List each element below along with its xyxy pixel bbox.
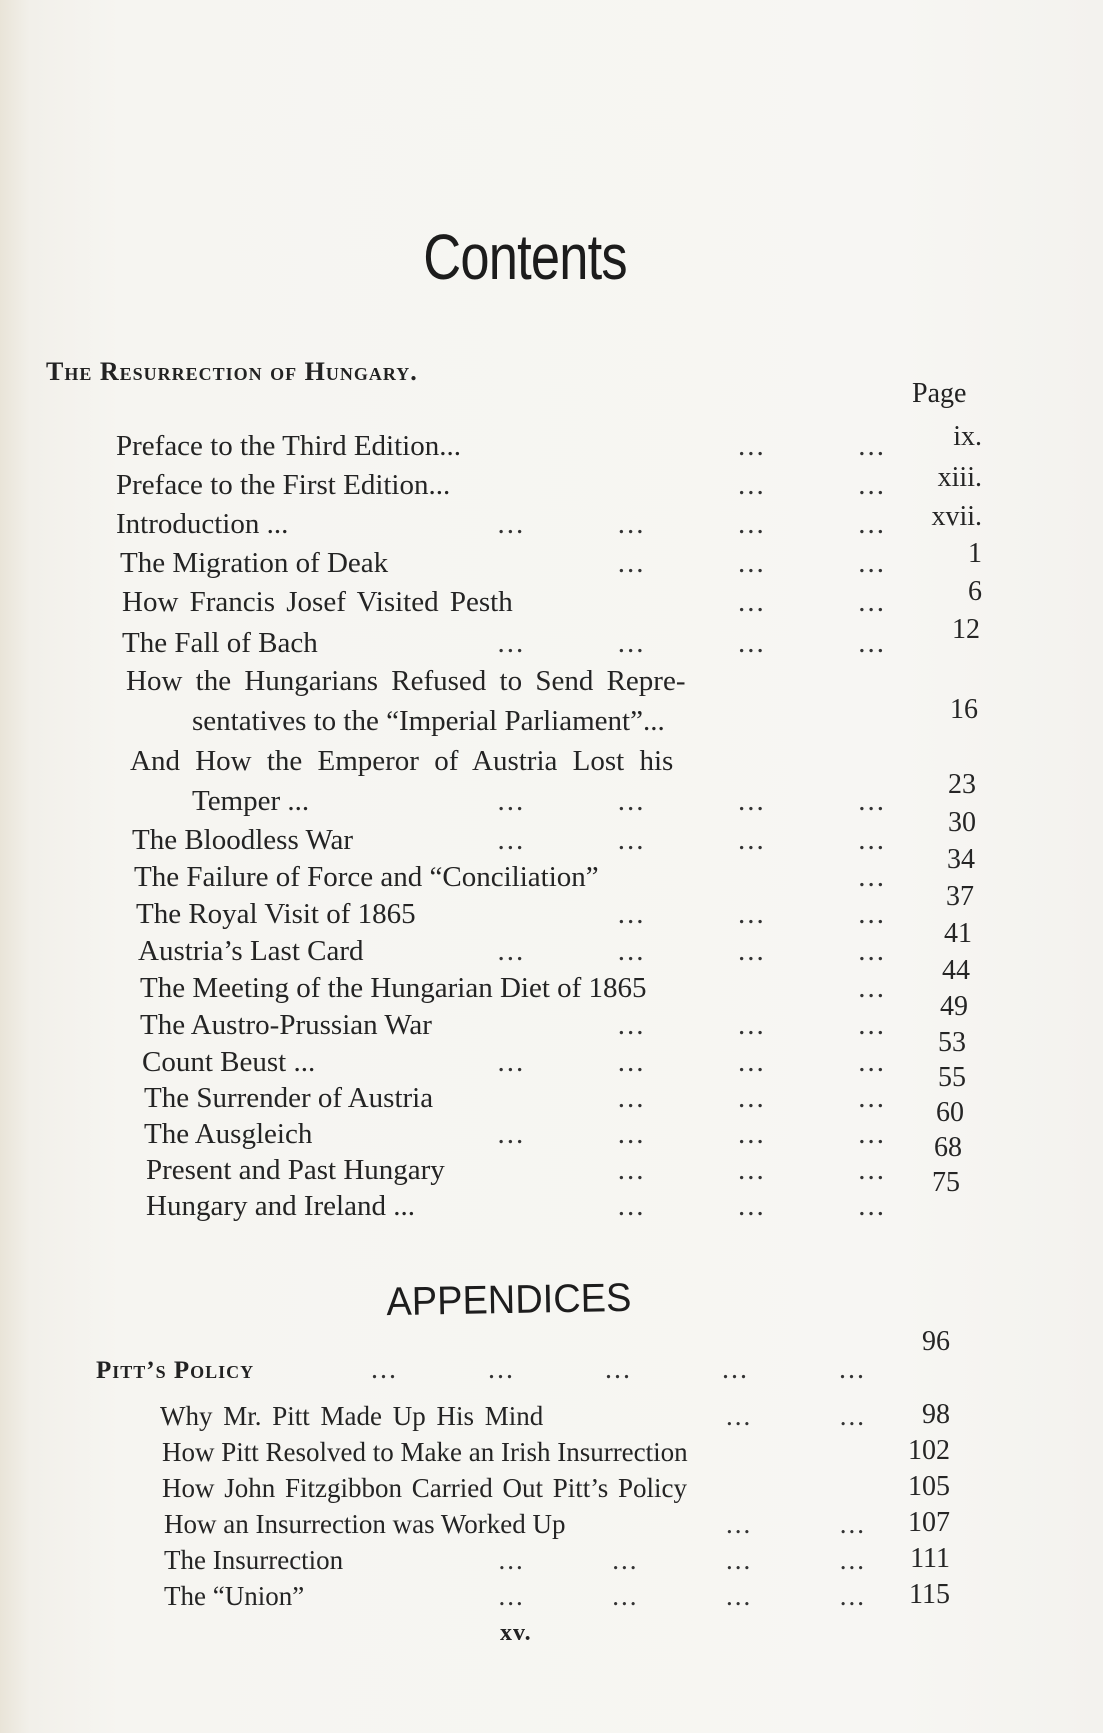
toc-entry	[116, 506, 886, 542]
appendix-entry	[164, 1580, 866, 1613]
toc-entry-leaders: ... ... ... ...	[498, 1545, 866, 1575]
toc-entry-leaders: ...	[858, 861, 886, 893]
appendix-entry-page: 105	[908, 1471, 950, 1502]
toc-entry-page: 41	[944, 918, 972, 949]
toc-entry	[126, 663, 886, 699]
toc-entry-title: The Failure of Force and “Conciliation”	[134, 861, 599, 893]
appendix-entry-title: How Pitt Resolved to Make an Irish Insurrection	[162, 1437, 688, 1467]
toc-entry-title: sentatives to the “Imperial Parliament”...	[192, 705, 665, 737]
toc-entry-page: 60	[936, 1097, 964, 1128]
page-folio-number: xv.	[500, 1620, 532, 1646]
toc-entry-page: 37	[946, 881, 974, 912]
appendices-heading: APPENDICES	[386, 1275, 632, 1325]
toc-entry-leaders: ... ...	[738, 469, 886, 501]
toc-entry-leaders: ... ... ...	[617, 1154, 886, 1186]
toc-entry	[116, 428, 886, 464]
toc-entry	[116, 467, 886, 503]
toc-entry-title: How the Hungarians Refused to Send Repre-	[126, 665, 686, 697]
toc-entry-leaders: ... ... ...	[617, 1190, 886, 1222]
toc-entry	[144, 1080, 886, 1116]
toc-entry-page: 23	[948, 769, 976, 800]
toc-entry-page: 34	[947, 844, 975, 875]
toc-entry-page: 12	[952, 614, 980, 645]
toc-entry-leaders: ... ... ... ...	[497, 785, 886, 817]
toc-entry	[132, 822, 886, 858]
toc-entry-title: The Surrender of Austria	[144, 1082, 434, 1114]
toc-entry-leaders: ... ... ... ...	[497, 508, 886, 540]
appendix-entry	[164, 1508, 866, 1541]
toc-entry-leaders: ... ... ... ...	[497, 627, 886, 659]
toc-entry	[142, 1044, 886, 1080]
appendix-entry-page: 115	[909, 1579, 950, 1610]
toc-entry-title: The Royal Visit of 1865	[136, 898, 416, 930]
toc-entry	[122, 625, 886, 661]
toc-entry-leaders: ... ...	[738, 586, 886, 618]
appendix-entry-title: How an Insurrection was Worked Up	[164, 1509, 566, 1539]
toc-entry-leaders: ... ... ... ... ...	[371, 1354, 866, 1385]
toc-entry-page: 1	[968, 538, 982, 569]
toc-entry-leaders: ... ... ...	[617, 1009, 886, 1041]
appendix-entry-page: 107	[908, 1507, 950, 1538]
toc-entry	[136, 896, 886, 932]
toc-entry	[192, 783, 886, 819]
toc-entry	[146, 1188, 886, 1224]
toc-entry-leaders: ... ... ...	[617, 898, 886, 930]
toc-entry-title: The Bloodless War	[132, 824, 354, 856]
toc-entry-page: 44	[942, 955, 970, 986]
toc-entry	[134, 859, 886, 895]
toc-entry-page: 49	[940, 991, 968, 1022]
toc-entry-title: The Fall of Bach	[122, 627, 318, 659]
toc-entry-page: 30	[948, 807, 976, 838]
toc-entry-title: The Ausgleich	[144, 1118, 313, 1150]
appendix-entry-title: How John Fitzgibbon Carried Out Pitt’s Policy	[162, 1473, 688, 1503]
appendix-entry	[162, 1472, 866, 1505]
appendix-entry-title: The Insurrection	[164, 1545, 344, 1575]
toc-entry	[146, 1152, 886, 1188]
toc-entry-title: Count Beust ...	[142, 1046, 316, 1078]
toc-entry-leaders: ... ...	[726, 1401, 866, 1431]
toc-entry-title: The Meeting of the Hungarian Diet of 1865	[140, 972, 647, 1004]
toc-entry-page: 6	[968, 576, 982, 607]
toc-entry-leaders: ... ...	[738, 430, 886, 462]
toc-entry	[140, 1007, 886, 1043]
toc-entry-leaders: ... ... ... ...	[498, 1581, 866, 1611]
toc-entry-page: 68	[934, 1132, 962, 1163]
toc-entry-title: The Migration of Deak	[120, 547, 389, 579]
toc-entry-title: Austria’s Last Card	[138, 935, 364, 967]
toc-entry-title: The Austro-Prussian War	[140, 1009, 432, 1041]
toc-entry	[192, 703, 886, 739]
appendix-entry-page: 102	[908, 1435, 950, 1466]
toc-entry	[144, 1116, 886, 1152]
section-heading: The Resurrection of Hungary.	[46, 357, 418, 386]
appendix-entry	[164, 1544, 866, 1577]
toc-entry-leaders: ...	[858, 972, 886, 1004]
appendix-entry-page: 111	[910, 1543, 950, 1574]
toc-entry-page: ix.	[953, 421, 982, 452]
toc-entry-title: Temper ...	[192, 785, 310, 817]
appendix-entry	[160, 1400, 866, 1433]
toc-entry	[130, 743, 886, 779]
toc-entry-title: Hungary and Ireland ...	[146, 1190, 415, 1222]
toc-entry-leaders: ... ... ... ...	[497, 935, 886, 967]
toc-entry-title: And How the Emperor of Austria Lost his	[130, 745, 674, 777]
toc-entry-page: 53	[938, 1027, 966, 1058]
toc-entry-title: Introduction ...	[116, 508, 289, 540]
page-title: Contents	[423, 221, 627, 293]
appendix-entry-page: 98	[922, 1399, 950, 1430]
toc-entry-title: How Francis Josef Visited Pesth	[122, 586, 513, 618]
appendix-entry-title: Why Mr. Pitt Made Up His Mind	[160, 1401, 544, 1431]
toc-entry-title: Present and Past Hungary	[146, 1154, 445, 1186]
appendix-entry	[162, 1436, 866, 1469]
appendix-entry-title: The “Union”	[164, 1581, 305, 1611]
toc-entry-leaders: ... ... ... ...	[497, 824, 886, 856]
toc-entry-title: Preface to the First Edition...	[116, 469, 451, 501]
toc-entry	[138, 933, 886, 969]
toc-entry-leaders: ... ... ...	[617, 1082, 886, 1114]
toc-entry-title: Preface to the Third Edition...	[116, 430, 461, 462]
page-column-label: Page	[912, 378, 967, 409]
appendix-group-page: 96	[922, 1326, 950, 1357]
appendix-group-title: Pitt’s Policy	[96, 1357, 255, 1384]
toc-entry	[120, 545, 886, 581]
toc-entry-leaders: ... ... ... ...	[497, 1046, 886, 1078]
toc-entry-page: 55	[938, 1062, 966, 1093]
toc-entry-page: 16	[950, 694, 978, 725]
toc-entry	[122, 584, 886, 620]
toc-entry-leaders: ... ...	[726, 1509, 866, 1539]
toc-entry-page: xiii.	[937, 462, 982, 493]
toc-entry	[140, 970, 886, 1006]
toc-entry-leaders: ... ... ... ...	[497, 1118, 886, 1150]
appendix-group	[96, 1354, 866, 1388]
toc-entry-page: 75	[932, 1167, 960, 1198]
toc-entry-page: xvii.	[931, 501, 982, 532]
toc-entry-leaders: ... ... ...	[617, 547, 886, 579]
